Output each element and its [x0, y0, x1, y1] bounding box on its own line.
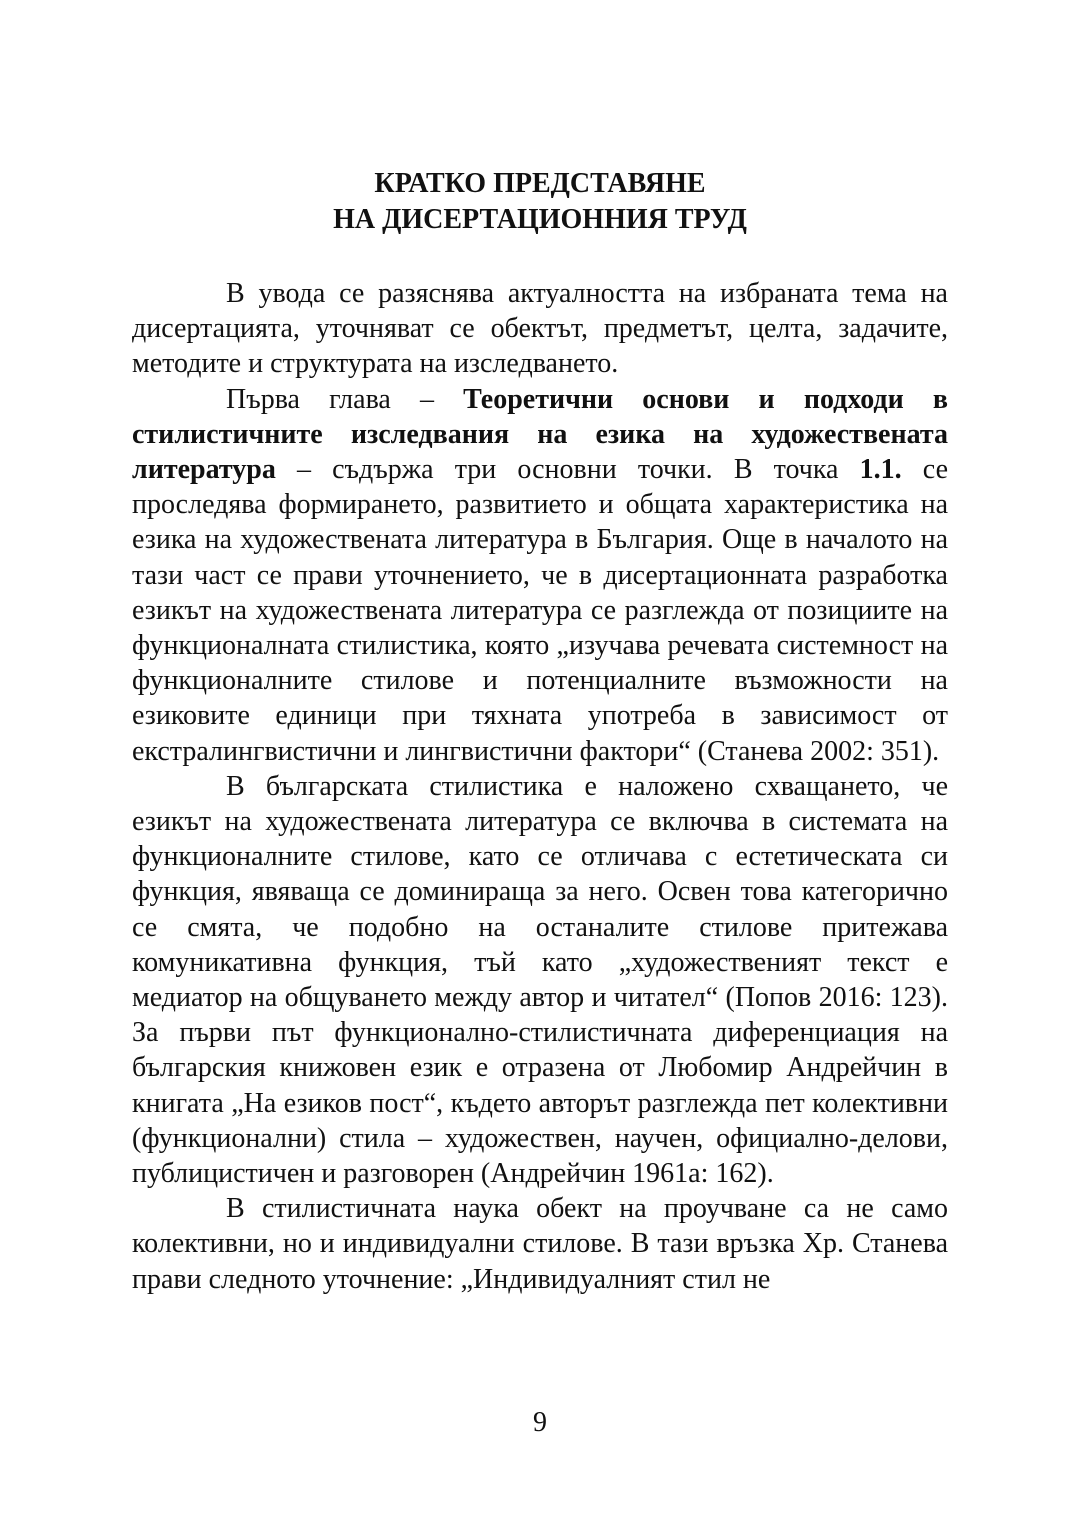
paragraph-chapter-one-rest: се проследява формирането, развитието и общата характеристика на езика на художествената литература в България. Още в началото на тази част се прави уточнението, че в дисертационната разработка езикът на художествената литература се разглежда от позициите на функционалната стилистика, която „изучава речевата системност на функционалните стилове и потенциалните възможности на езиковите единици при тяхната употреба в зависимост от екстралингвистични и лингвистични фактори“ (Станева 2002: 351). [132, 454, 948, 767]
page-number: 9 [533, 1407, 547, 1438]
body-text [132, 276, 948, 1297]
paragraph-chapter-one-mid: – съдържа три основни точки. В точка [275, 454, 860, 486]
chapter-one-title: Теоретични основи и подходи в стилистичните изследвания на езика на художествената литература [132, 383, 948, 486]
paragraph-chapter-one [132, 382, 948, 769]
section-heading [132, 166, 948, 238]
paragraph-introduction: В увода се разяснява актуалността на избраната тема на дисертацията, уточняват се обектът, предметът, целта, задачите, методите и структурата на изследването. [132, 278, 948, 380]
paragraph-individual-styles: В стилистичната наука обект на проучване са не само колективни, но и индивидуални стилове. В тази връзка Хр. Станева прави следното уточнение: „Индивидуалният стил не [132, 1193, 948, 1295]
heading-line-1: КРАТКО ПРЕДСТАВЯНЕ [374, 168, 706, 199]
paragraph-chapter-one-intro: Първа глава – [226, 383, 464, 415]
heading-line-2: НА ДИСЕРТАЦИОННИЯ ТРУД [333, 204, 747, 235]
paragraph-bulgarian-stylistics: В българската стилистика е наложено схващането, че езикът на художествената литература се включва в системата на функционалните стилове, като се отличава с естетическата си функция, явяваща се доминираща за него. Освен това категорично се смята, че подобно на останалите стилове притежава комуникативна функция, тъй като „художественият текст е медиатор на общуването между автор и читател“ (Попов 2016: 123). За първи път функционално-стилистичната диференциация на българския книжовен език е отразена от Любомир Андрейчин в книгата „На езиков пост“, където авторът разглежда пет колективни (функционални) стила – художествен, научен, официално-делови, публицистичен и разговорен (Андрейчин 1961а: 162). [132, 770, 948, 1190]
point-number: 1.1. [859, 454, 902, 486]
